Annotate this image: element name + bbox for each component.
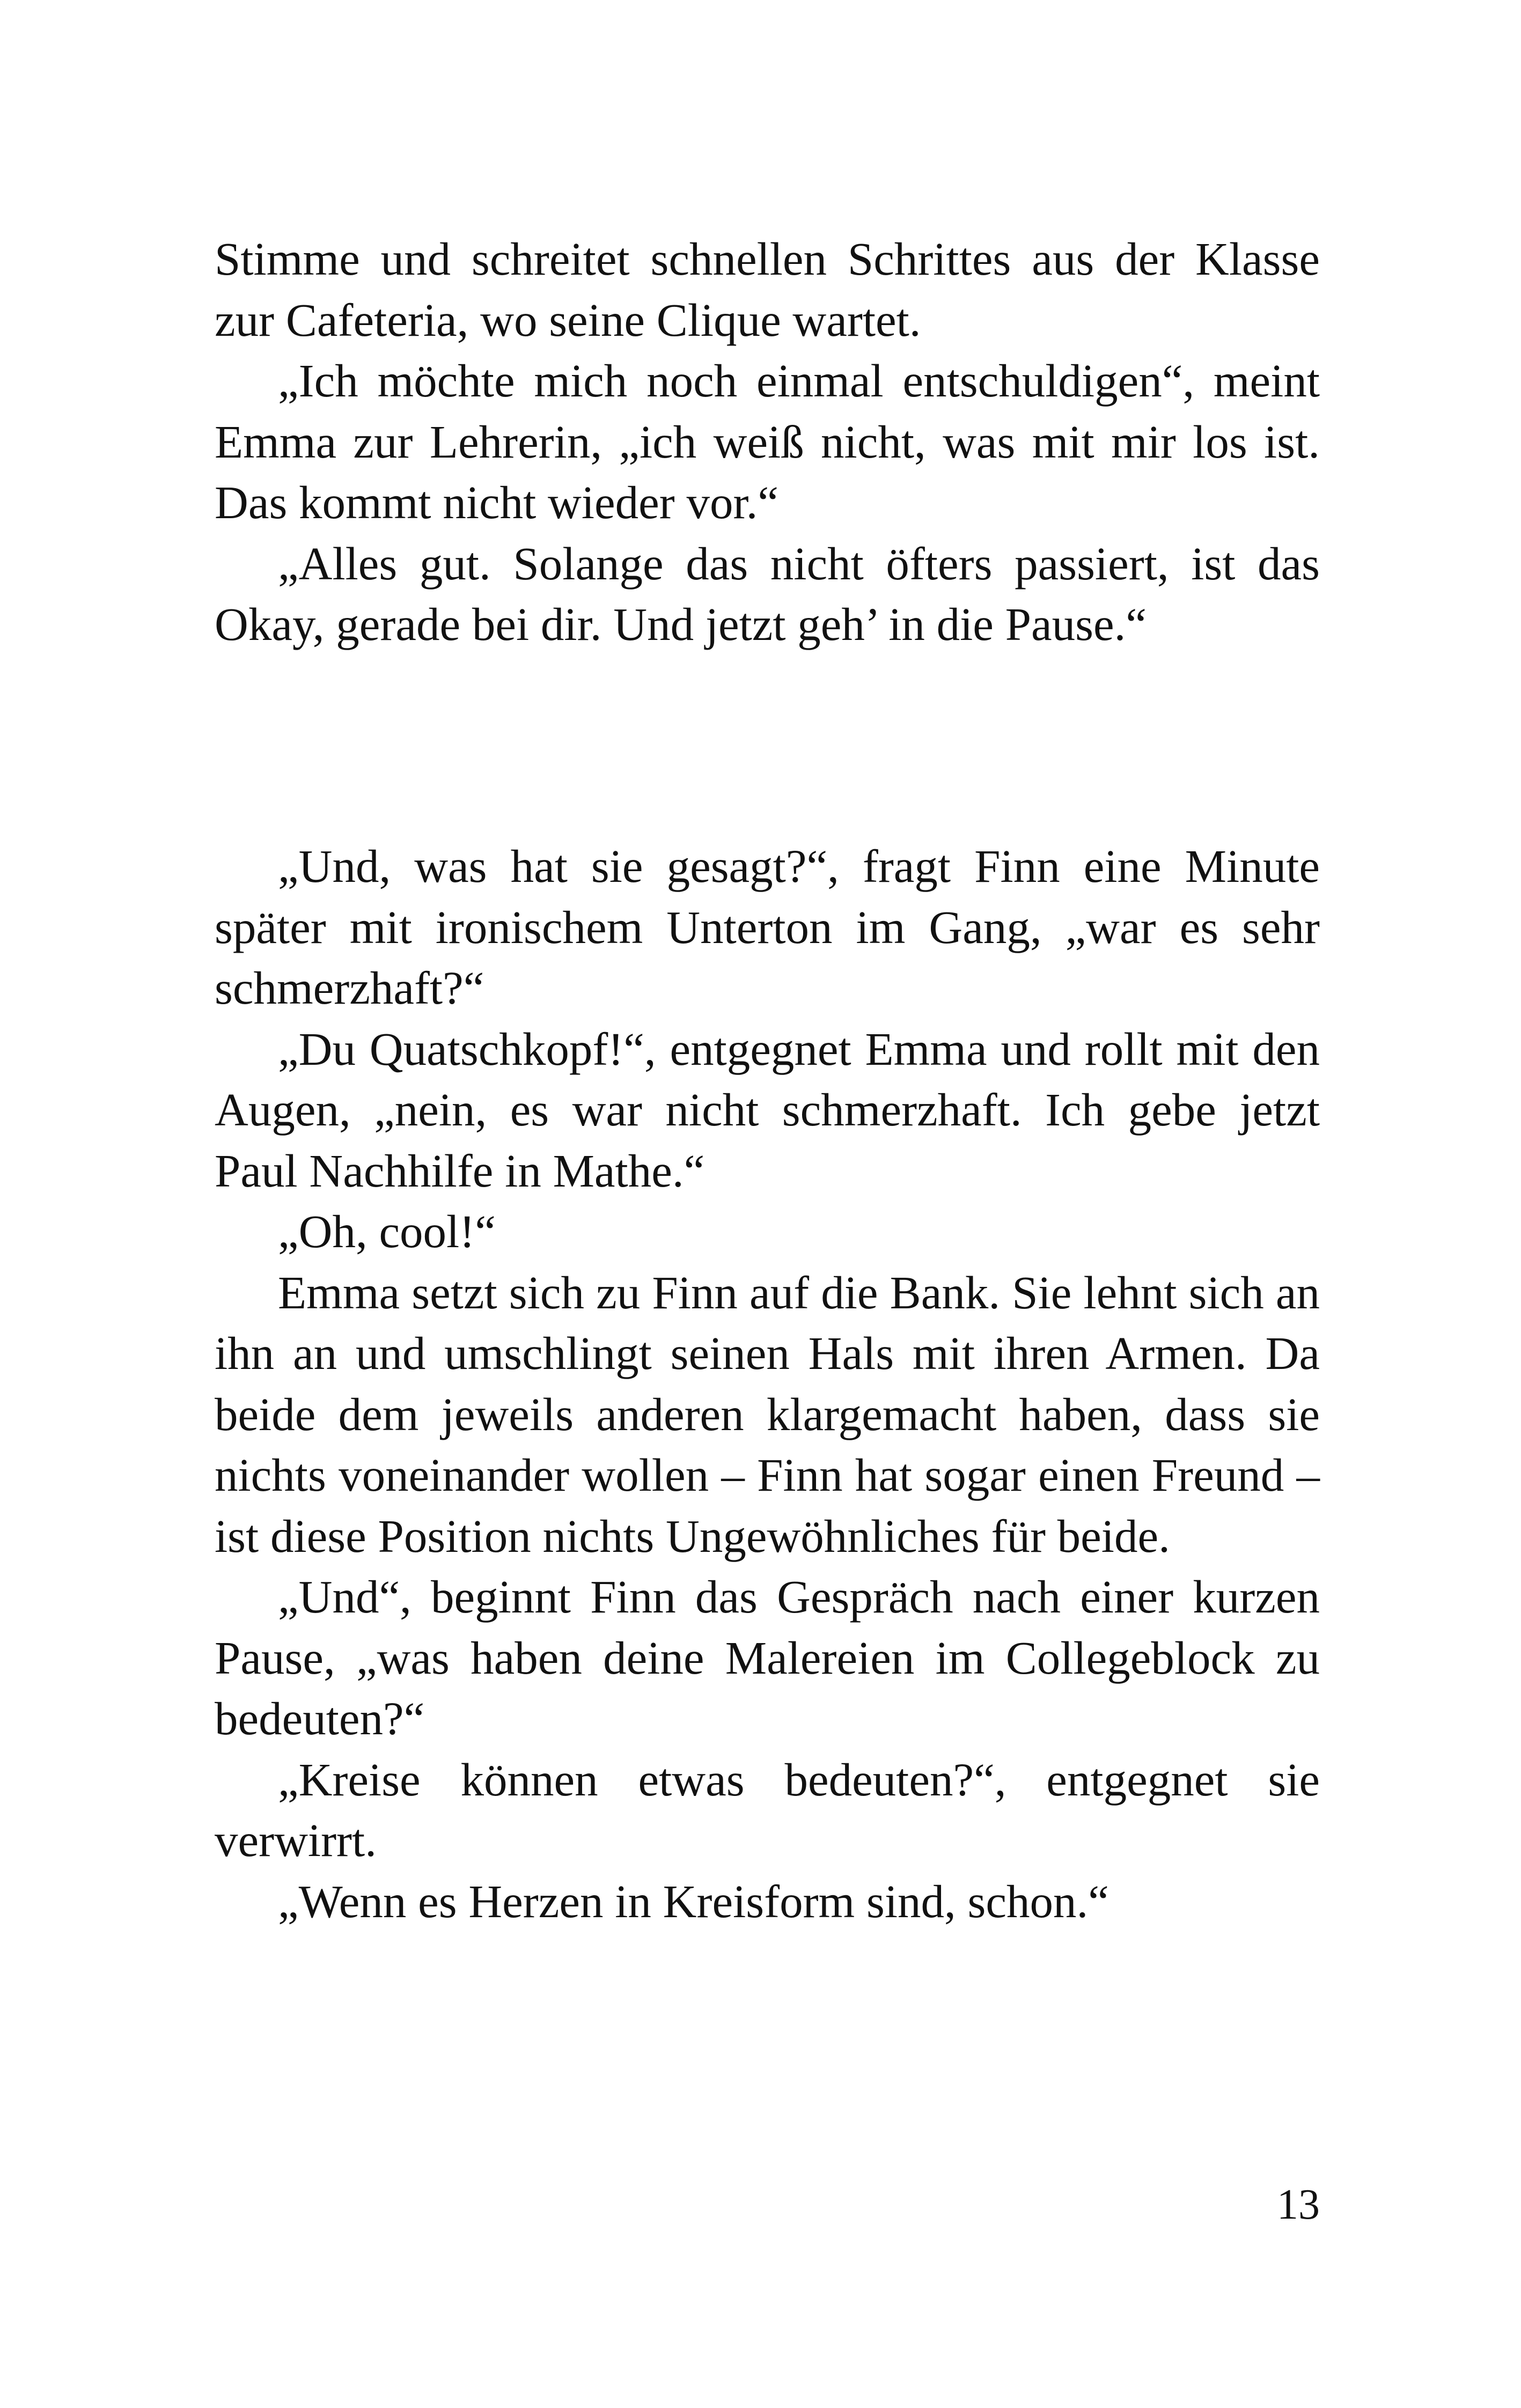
- text-section-1: [215, 229, 1320, 655]
- paragraph: „Wenn es Herzen in Kreisform sind, schon.“: [278, 1875, 1109, 1927]
- paragraph: „Du Quatschkopf!“, entgegnet Emma und rollt mit den Augen, „nein, es war nicht schmerzhaft. Ich gebe jetzt Paul Nachhilfe in Mathe.“: [215, 1022, 1320, 1197]
- paragraph: Emma setzt sich zu Finn auf die Bank. Sie lehnt sich an ihn an und umschlingt seinen Hals mit ihren Armen. Da beide dem jeweils anderen klargemacht haben, dass sie nichts voneinander wollen – Finn hat sogar einen Freund – ist diese Position nichts Ungewöhnliches für beide.: [215, 1266, 1320, 1562]
- paragraph: „Und, was hat sie gesagt?“, fragt Finn eine Minute später mit ironischem Unterton im Gang, „war es sehr schmerzhaft?“: [215, 840, 1320, 1014]
- page-number: 13: [1277, 2181, 1320, 2228]
- paragraph: „Ich möchte mich noch einmal entschuldigen“, meint Emma zur Lehrerin, „ich weiß nicht, was mit mir los ist. Das kommt nicht wieder vor.“: [215, 355, 1320, 528]
- paragraph: „Alles gut. Solange das nicht öfters passiert, ist das Okay, gerade bei dir. Und jetzt geh’ in die Pause.“: [215, 537, 1320, 650]
- text-section-2: [215, 836, 1320, 1932]
- paragraph: „Und“, beginnt Finn das Gespräch nach einer kurzen Pause, „was haben deine Malereien im Collegeblock zu bedeuten?“: [215, 1571, 1320, 1744]
- paragraph: Stimme und schreitet schnellen Schrittes aus der Klasse zur Cafeteria, wo seine Clique wartet.: [215, 233, 1320, 346]
- paragraph: „Oh, cool!“: [278, 1205, 496, 1257]
- paragraph: „Kreise können etwas bedeuten?“, entgegnet sie verwirrt.: [215, 1753, 1320, 1866]
